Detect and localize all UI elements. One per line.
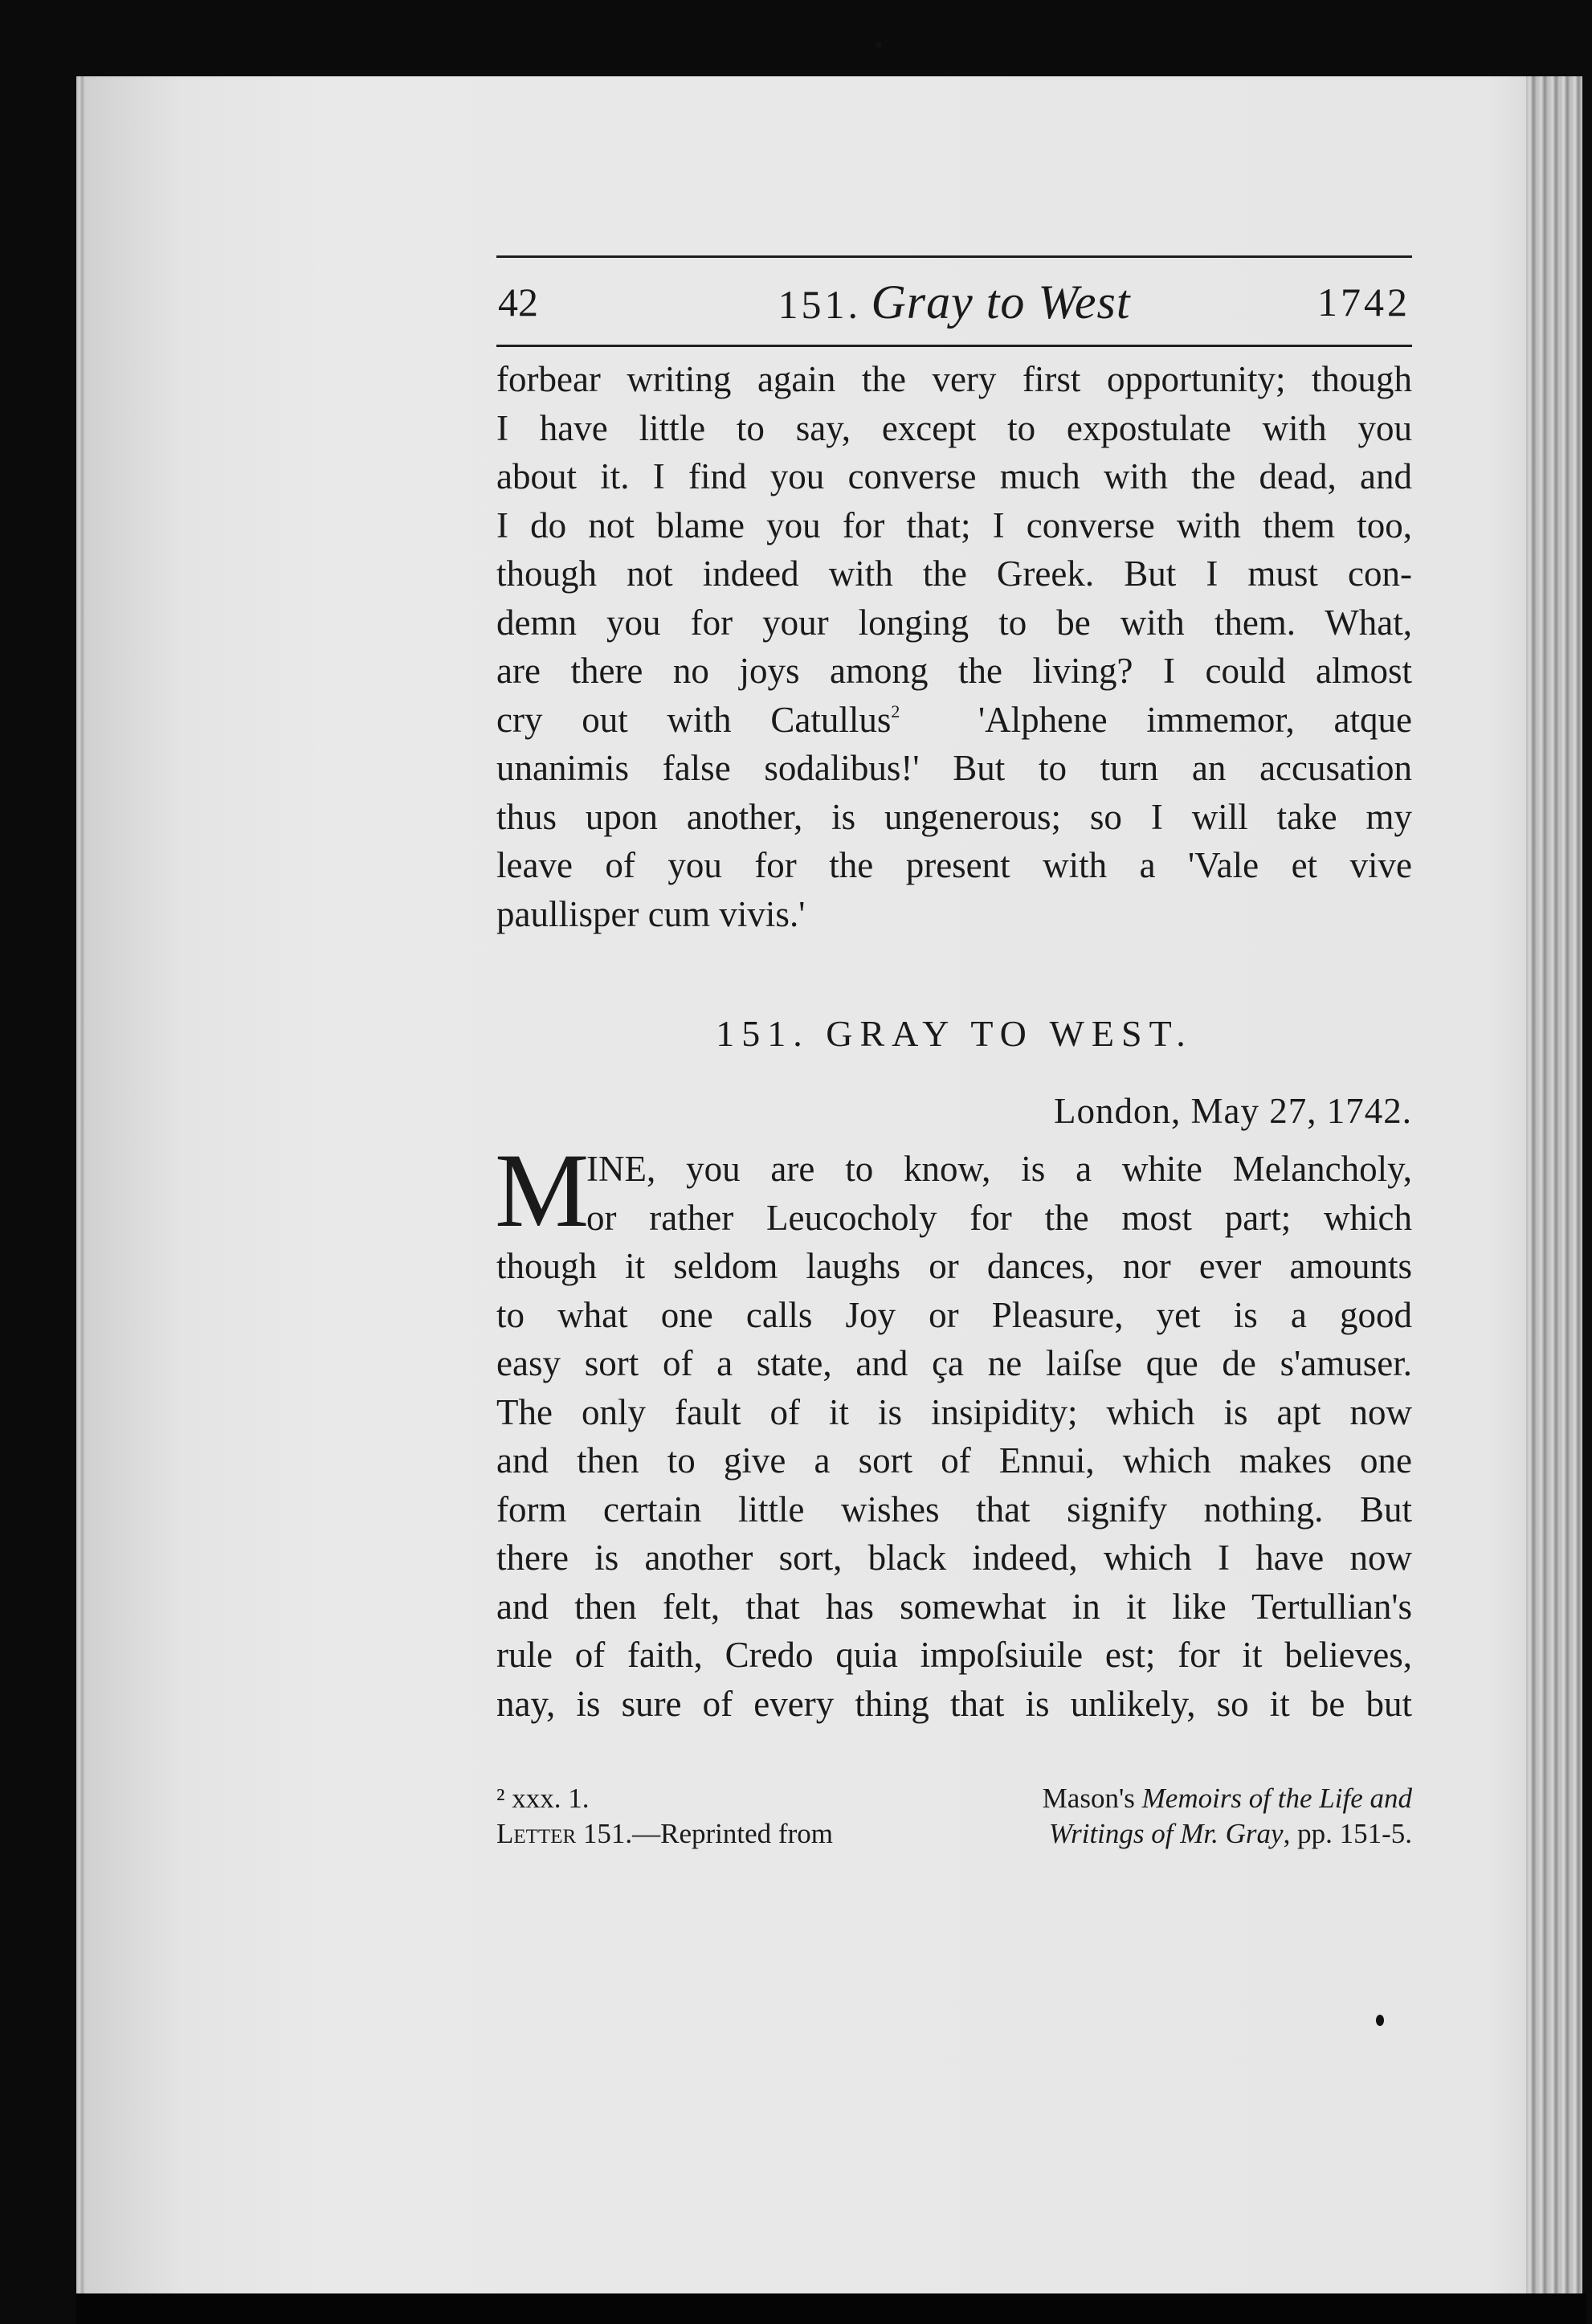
text-line: there is another sort, black indeed, which I have now [496,1538,1412,1578]
text-line: about it. I find you converse much with the dead, and [496,456,1412,496]
footnote-text: Mason's [1042,1783,1142,1814]
running-head [496,266,1412,338]
text-line: form certain little wishes that signify nothing. But [496,1489,1412,1530]
page-number: 42 [498,280,538,325]
dateline: London, May 27, 1742. [1054,1091,1412,1131]
footnote-italic: Memoirs of the Life and [1141,1783,1412,1814]
footnote-text: , pp. 151-5. [1283,1818,1412,1849]
text-line: thus upon another, is ungenerous; so I will take my [496,796,1412,837]
letter-heading: 151. GRAY TO WEST. [716,1013,1193,1054]
continued-paragraph [496,355,1412,938]
footnote-label: Letter [496,1818,577,1849]
text-line: though it seldom laughs or dances, nor ever amounts [496,1246,1412,1286]
footnote-1: ² xxx. 1. [496,1783,590,1814]
text-line: INE, you are to know, is a white Melancholy, [586,1149,1412,1189]
running-letter-number: 151. [778,282,861,327]
page-content [496,255,1412,1853]
footnote-italic: Writings of Mr. Gray [1048,1818,1284,1849]
footnote-source-1 [1043,1781,1412,1816]
footnote-text: 151.—Reprinted from [576,1818,833,1849]
drop-cap: M [495,1131,590,1249]
text-line: paullisper cum vivis.' [496,893,806,934]
text-line: The only fault of it is insipidity; which is apt now [496,1391,1412,1432]
ink-speck [1376,2015,1384,2026]
footnote-2 [496,1816,833,1852]
scan-border-bottom [76,2293,1586,2324]
header-rule-top [496,255,1412,258]
footnote-marker: 2 [891,700,900,721]
text-line [496,696,1412,745]
text-line: though not indeed with the Greek. But I must con- [496,553,1412,594]
text-line: forbear writing again the very first opportunity; though [496,359,1412,399]
text-line: demn you for your longing to be with them. What, [496,602,1412,643]
text-line: I do not blame you for that; I converse with them too, [496,504,1412,545]
text-line: I have little to say, except to expostulate with you [496,407,1412,448]
running-title-text: Gray to West [871,276,1131,329]
text-fragment: cry out with Catullus [496,699,892,740]
text-line: or rather Leucocholy for the most part; which [586,1197,1412,1238]
letter-body [495,1131,1412,1728]
footnote-source-2 [1049,1816,1412,1852]
text-line: and then to give a sort of Ennui, which makes one [496,1440,1412,1481]
text-line: and then felt, that has somewhat in it like Tertullian's [496,1586,1412,1627]
header-rule-bottom [496,345,1412,347]
text-line: are there no joys among the living? I could almost [496,651,1412,691]
text-line: to what one calls Joy or Pleasure, yet is a good [496,1294,1412,1335]
text-line: rule of faith, Credo quia impoſsiuile est; for it believes, [496,1635,1412,1675]
text-line: unanimis false sodalibus!' But to turn an accusation [496,748,1412,788]
text-line: leave of you for the present with a 'Vale et vive [496,845,1412,885]
ink-speck [876,42,882,48]
footnotes [496,1781,1412,1853]
running-title [496,266,1412,341]
text-fragment: 'Alphene immemor, atque [978,699,1413,740]
page-edge-right [1526,76,1582,2306]
running-year: 1742 [1317,280,1410,325]
text-line: nay, is sure of every thing that is unlikely, so it be but [496,1683,1412,1724]
text-line: easy sort of a state, and ça ne laiſse que de s'amuser. [496,1343,1412,1383]
